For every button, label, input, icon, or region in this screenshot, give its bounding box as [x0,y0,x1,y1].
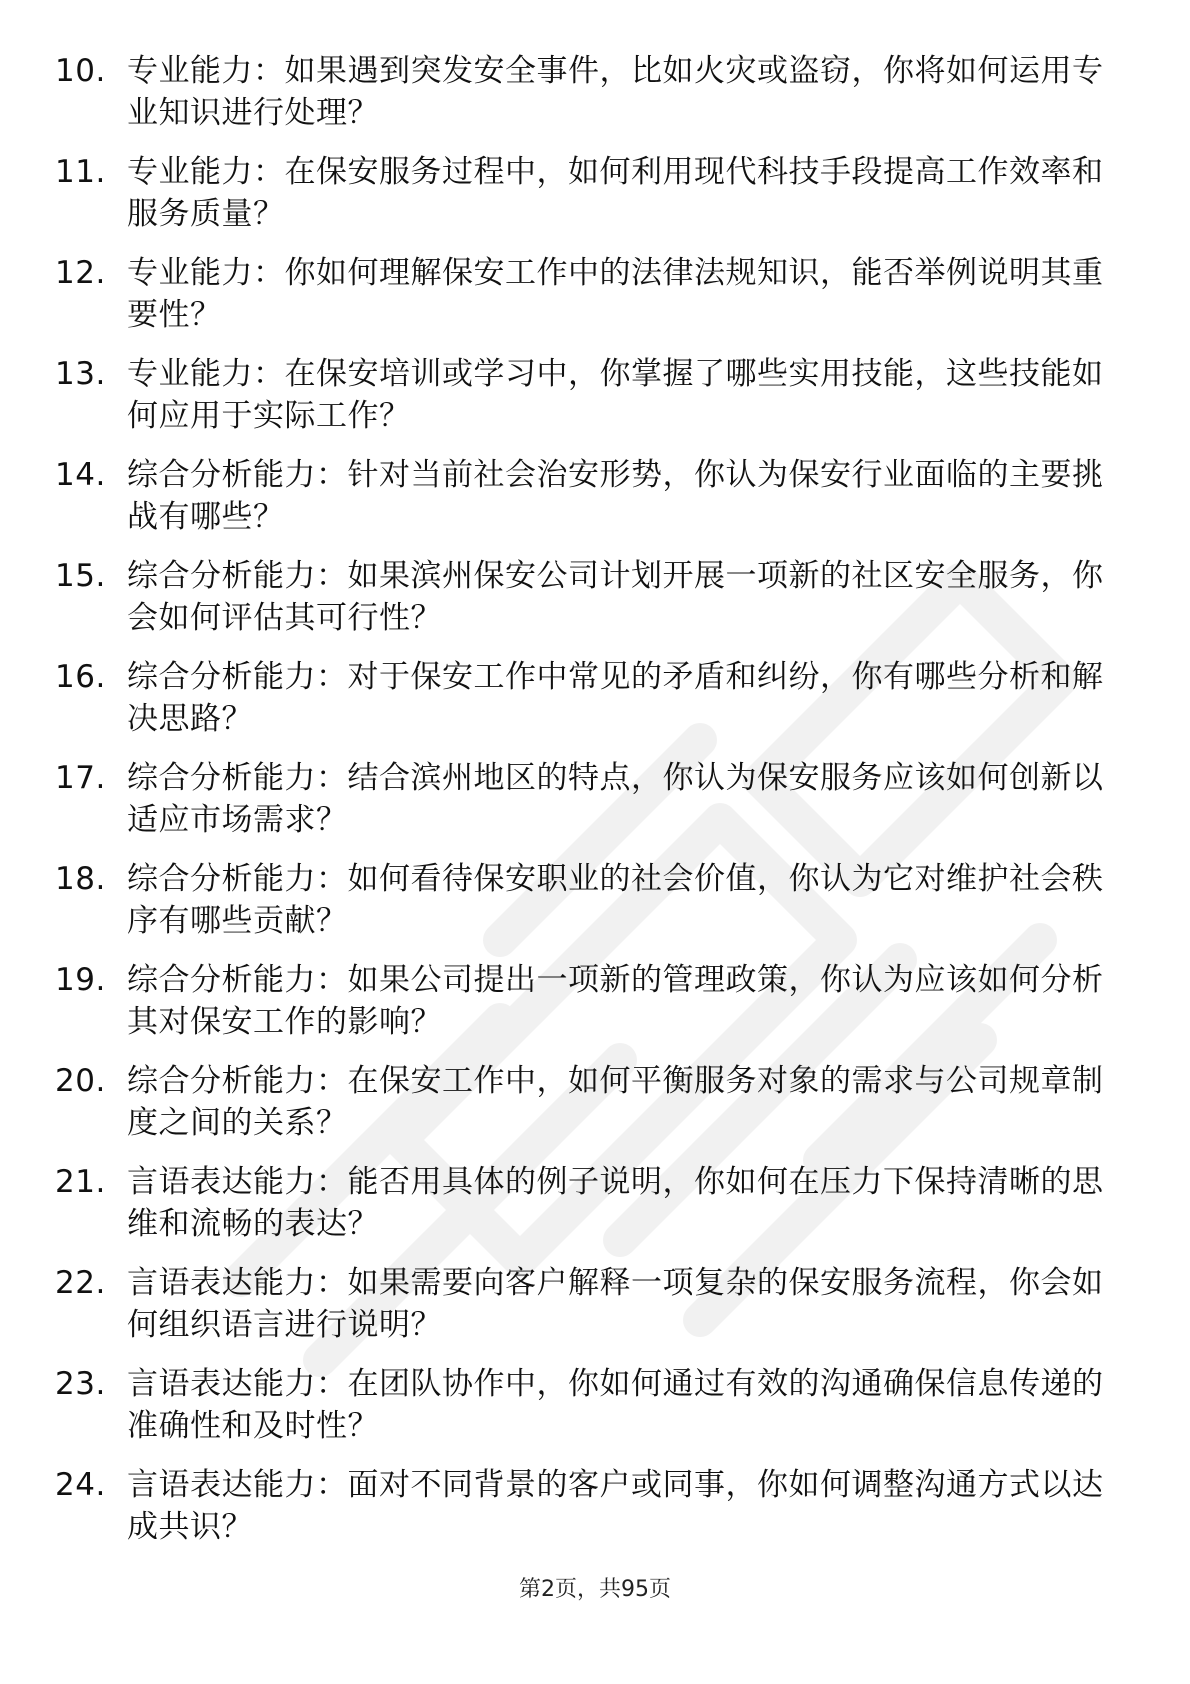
question-item [55,1161,1115,1245]
question-number: 21. [55,1164,106,1200]
question-text: 言语表达能力：在团队协作中，你如何通过有效的沟通确保信息传递的准确性和及时性？ [127,1366,1104,1444]
question-item [55,757,1115,841]
question-text: 综合分析能力：针对当前社会治安形势，你认为保安行业面临的主要挑战有哪些？ [127,457,1104,535]
question-item [55,151,1115,235]
question-number: 11. [55,154,106,190]
question-number: 22. [55,1265,106,1301]
page-number-label: 第2页，共95页 [519,1577,671,1602]
page-footer [0,1575,1190,1605]
question-text: 言语表达能力：能否用具体的例子说明，你如何在压力下保持清晰的思维和流畅的表达？ [127,1164,1104,1242]
question-item [55,454,1115,538]
question-number: 24. [55,1467,106,1503]
question-item [55,1464,1115,1548]
question-text: 专业能力：你如何理解保安工作中的法律法规知识，能否举例说明其重要性？ [127,255,1104,333]
question-number: 13. [55,356,106,392]
question-text: 综合分析能力：如何看待保安职业的社会价值，你认为它对维护社会秩序有哪些贡献？ [127,861,1104,939]
question-text: 言语表达能力：如果需要向客户解释一项复杂的保安服务流程，你会如何组织语言进行说明？ [127,1265,1104,1343]
question-number: 23. [55,1366,106,1402]
question-item [55,353,1115,437]
question-text: 综合分析能力：如果公司提出一项新的管理政策，你认为应该如何分析其对保安工作的影响？ [127,962,1104,1040]
question-text: 专业能力：在保安服务过程中，如何利用现代科技手段提高工作效率和服务质量？ [127,154,1104,232]
question-list [55,50,1115,1565]
question-item [55,959,1115,1043]
question-text: 言语表达能力：面对不同背景的客户或同事，你如何调整沟通方式以达成共识？ [127,1467,1104,1545]
question-number: 17. [55,760,106,796]
question-item [55,858,1115,942]
question-text: 综合分析能力：如果滨州保安公司计划开展一项新的社区安全服务，你会如何评估其可行性？ [127,558,1104,636]
question-number: 15. [55,558,106,594]
question-number: 10. [55,53,106,89]
question-number: 19. [55,962,106,998]
question-number: 16. [55,659,106,695]
question-number: 18. [55,861,106,897]
question-text: 综合分析能力：对于保安工作中常见的矛盾和纠纷，你有哪些分析和解决思路？ [127,659,1104,737]
question-item [55,656,1115,740]
question-item [55,50,1115,134]
question-item [55,252,1115,336]
question-text: 综合分析能力：在保安工作中，如何平衡服务对象的需求与公司规章制度之间的关系？ [127,1063,1104,1141]
question-text: 专业能力：如果遇到突发安全事件，比如火灾或盗窃，你将如何运用专业知识进行处理？ [127,53,1104,131]
question-item [55,1262,1115,1346]
question-item [55,555,1115,639]
question-number: 20. [55,1063,106,1099]
question-number: 12. [55,255,106,291]
question-text: 综合分析能力：结合滨州地区的特点，你认为保安服务应该如何创新以适应市场需求？ [127,760,1104,838]
question-text: 专业能力：在保安培训或学习中，你掌握了哪些实用技能，这些技能如何应用于实际工作？ [127,356,1104,434]
question-number: 14. [55,457,106,493]
question-item [55,1363,1115,1447]
question-item [55,1060,1115,1144]
